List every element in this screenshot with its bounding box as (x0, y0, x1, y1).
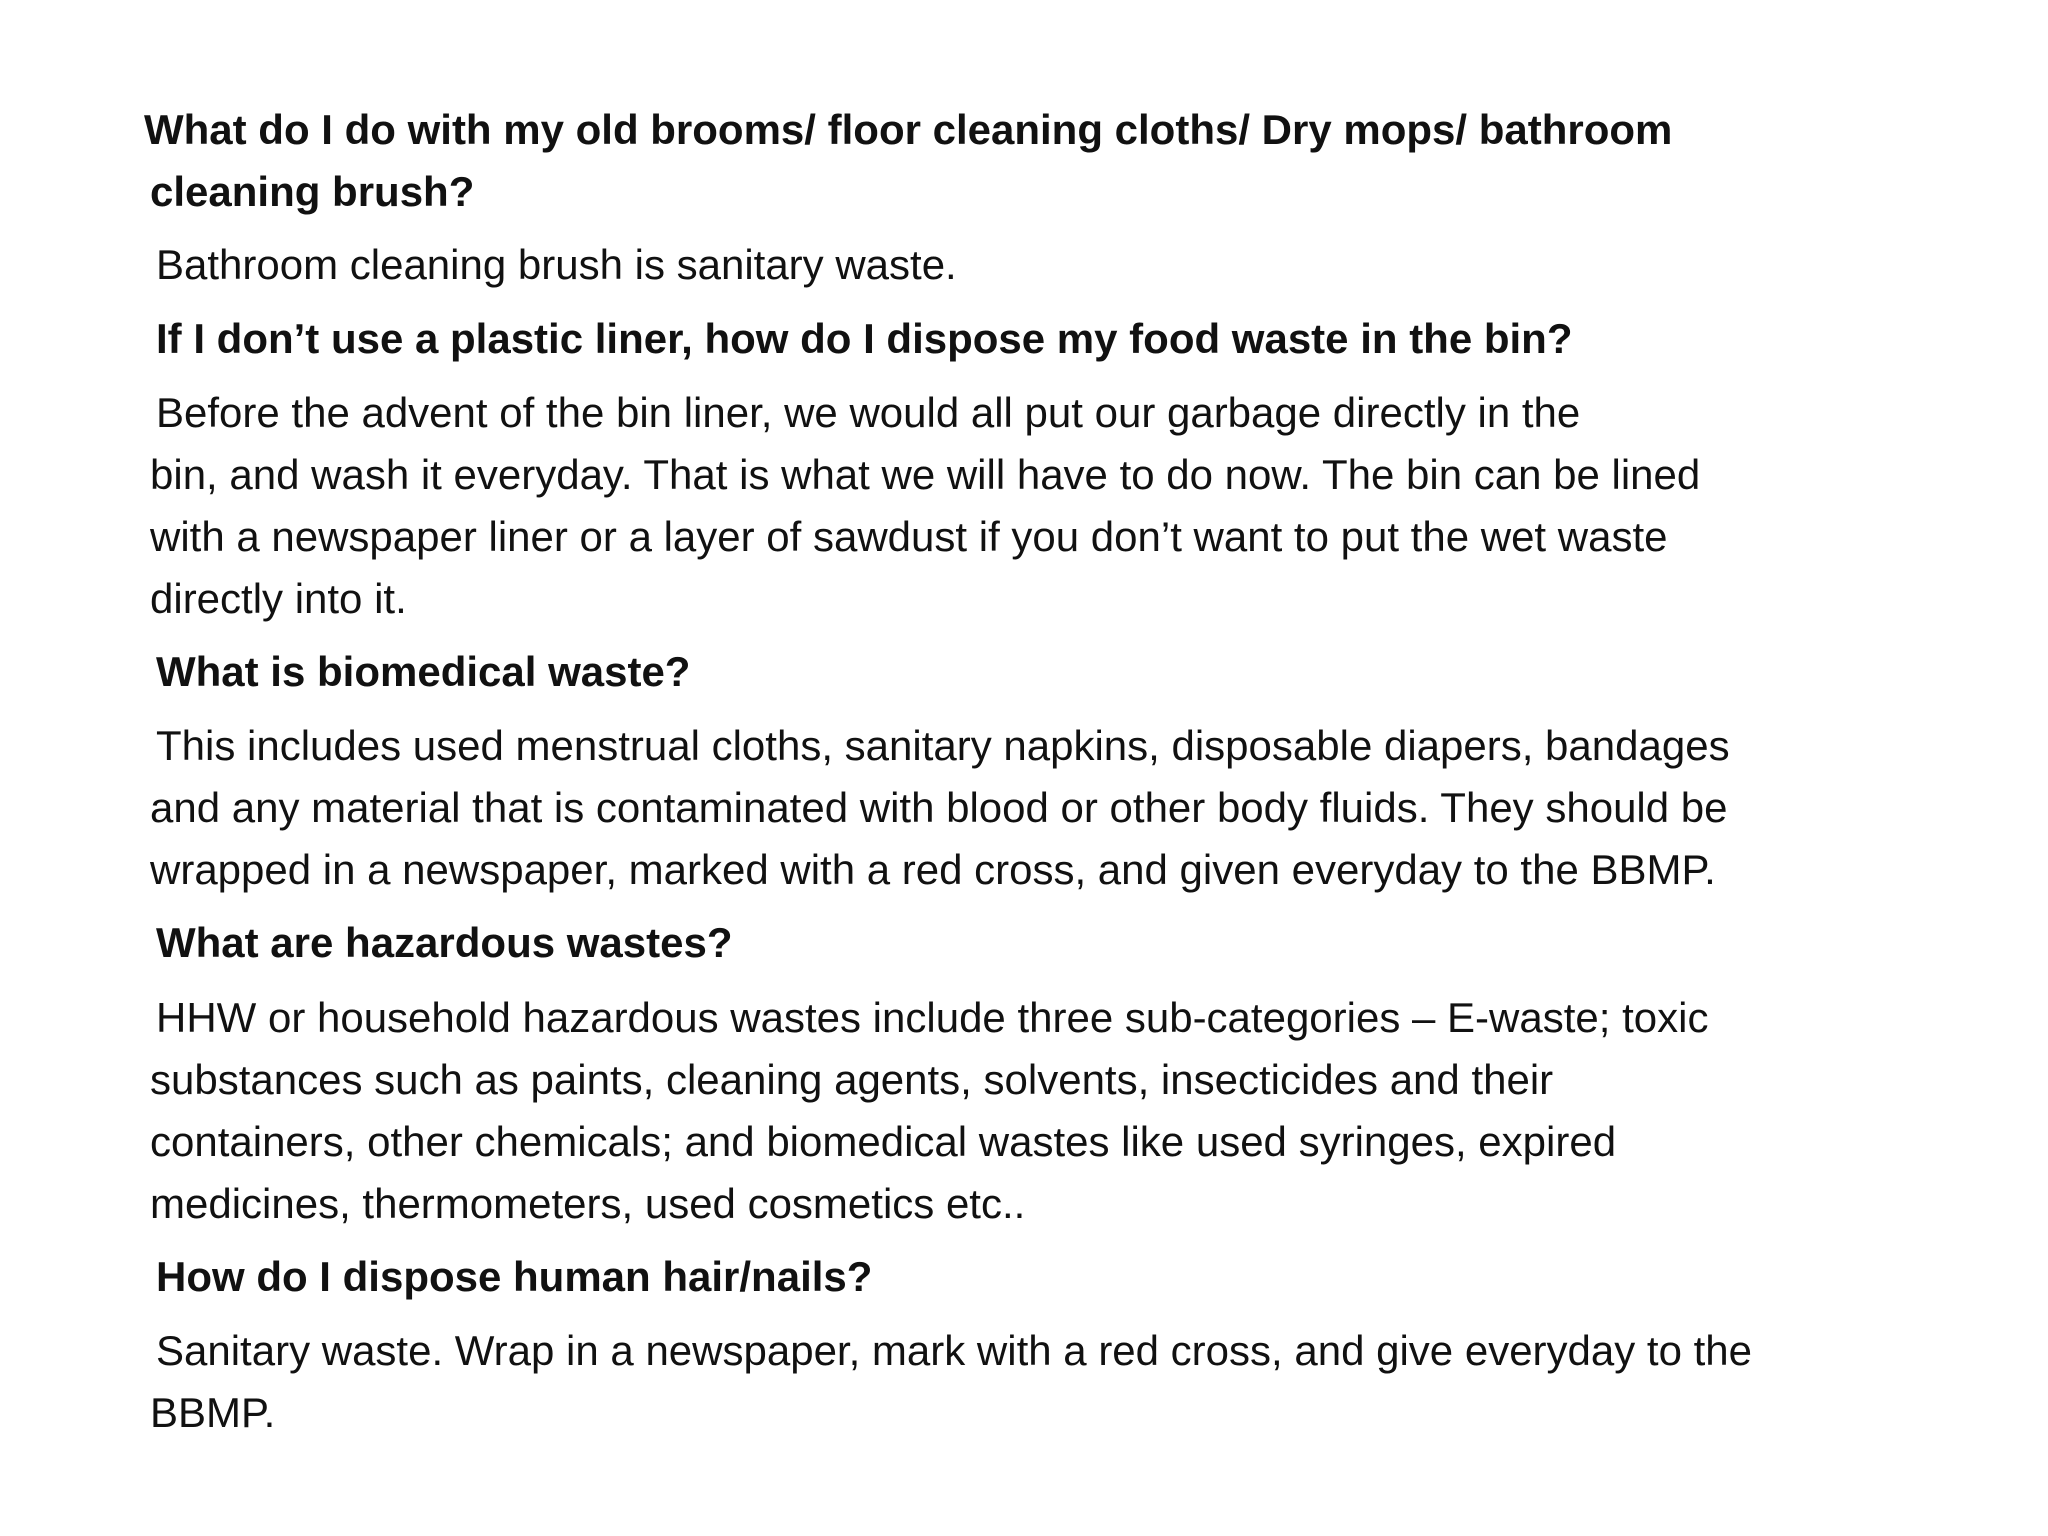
faq-answer-brooms (150, 234, 1980, 296)
faq-item-plastic-liner (150, 308, 1980, 370)
answer-text: Before the advent of the bin liner, we would all put our garbage directly in the bin, and wash it everyday. That is what we will have to do now. The bin can be lined with a newspaper liner or a layer of sawdust if you don’t want to put the wet waste directly into it. (150, 389, 1701, 622)
faq-answer-hazardous (150, 987, 1980, 1235)
answer-text: Sanitary waste. Wrap in a newspaper, mark with a red cross, and give everyday to the BBMP. (150, 1327, 1752, 1436)
faq-answer-plastic-liner (150, 382, 1980, 630)
answer-text: This includes used menstrual cloths, sanitary napkins, disposable diapers, bandages and any material that is contaminated with blood or other body fluids. They should be wrapped in a newspaper, marked with a red cross, and given everyday to the BBMP. (150, 722, 1730, 893)
answer-text: Bathroom cleaning brush is sanitary waste. (156, 241, 957, 288)
faq-item-hair-nails (150, 1246, 1980, 1308)
question-text: What is biomedical waste? (156, 648, 691, 695)
answer-text: HHW or household hazardous wastes include three sub-categories – E-waste; toxic substances such as paints, cleaning agents, solvents, insecticides and their containers, other chemicals; and biomedical wastes like used syringes, expired medicines, thermometers, used cosmetics etc.. (150, 994, 1709, 1227)
faq-item-biomedical (150, 641, 1980, 703)
question-text: How do I dispose human hair/nails? (156, 1253, 873, 1300)
faq-item-hazardous (150, 912, 1980, 974)
faq-answer-biomedical (150, 715, 1980, 901)
question-text: What are hazardous wastes? (156, 919, 733, 966)
faq-answer-hair-nails (150, 1320, 1980, 1444)
question-text: What do I do with my old brooms/ floor cleaning cloths/ Dry mops/ bathroom cleaning brush? (144, 106, 1673, 215)
question-text: If I don’t use a plastic liner, how do I dispose my food waste in the bin? (156, 315, 1573, 362)
faq-item-brooms (144, 99, 1980, 223)
